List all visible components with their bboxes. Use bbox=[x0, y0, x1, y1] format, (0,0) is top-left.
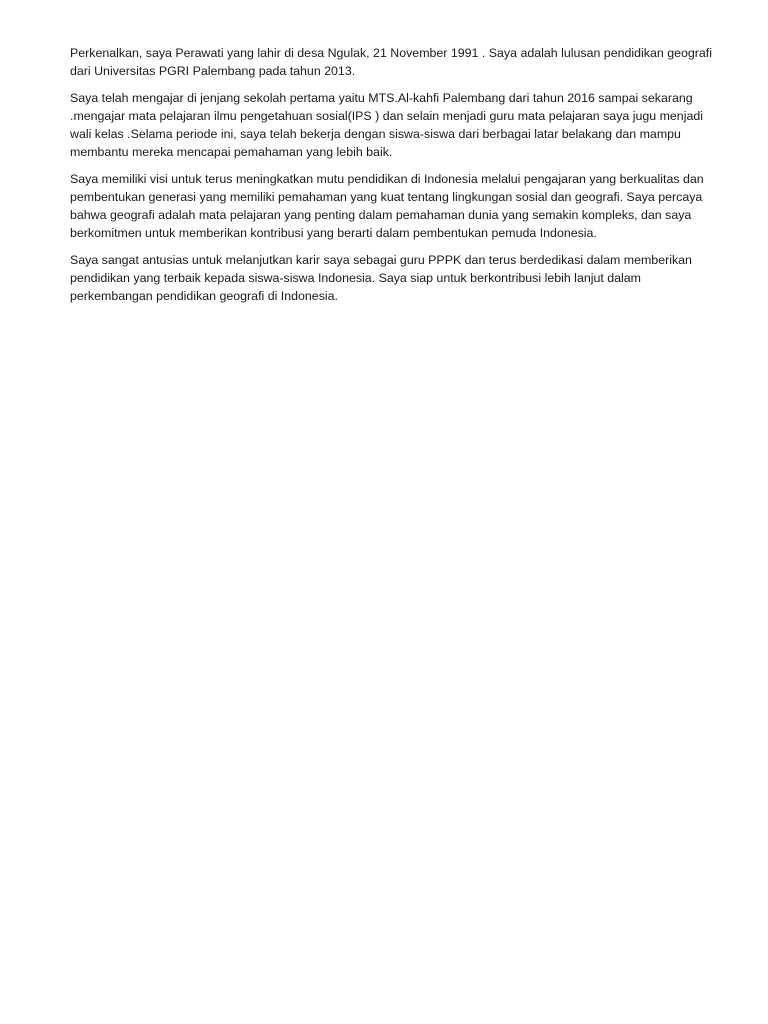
paragraph-vision: Saya memiliki visi untuk terus meningkatkan mutu pendidikan di Indonesia melalui pengajaran yang berkualitas dan pembentukan generasi yang memiliki pemahaman yang kuat tentang lingkungan sosial dan geografi. Saya percaya bahwa geografi adalah mata pelajaran yang penting dalam pemahaman dunia yang semakin kompleks, dan saya berkomitmen untuk memberikan kontribusi yang berarti dalam pembentukan pemuda Indonesia. bbox=[70, 172, 704, 240]
paragraph-teaching-experience: Saya telah mengajar di jenjang sekolah pertama yaitu MTS.Al-kahfi Palembang dari tahun 2016 sampai sekarang .mengajar mata pelajaran ilmu pengetahuan sosial(IPS ) dan selain menjadi guru mata pelajaran saya jugu menjadi wali kelas .Selama periode ini, saya telah bekerja dengan siswa-siswa dari berbagai latar belakang dan mampu membantu mereka mencapai pemahaman yang lebih baik. bbox=[70, 91, 703, 159]
document-body bbox=[70, 44, 712, 314]
paragraph-commitment: Saya sangat antusias untuk melanjutkan karir saya sebagai guru PPPK dan terus berdedikasi dalam memberikan pendidikan yang terbaik kepada siswa-siswa Indonesia. Saya siap untuk berkontribusi lebih lanjut dalam perkembangan pendidikan geografi di Indonesia. bbox=[70, 253, 692, 303]
paragraph-introduction: Perkenalkan, saya Perawati yang lahir di desa Ngulak, 21 November 1991 . Saya adalah lulusan pendidikan geografi dari Universitas PGRI Palembang pada tahun 2013. bbox=[70, 46, 712, 78]
